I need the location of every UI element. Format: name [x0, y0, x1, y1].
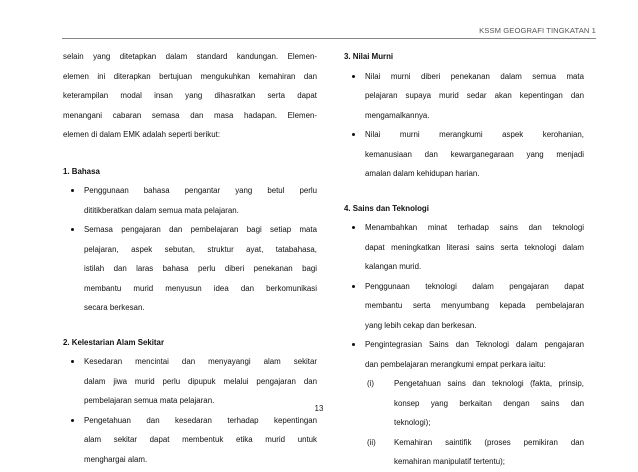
bullet-line: membantu serta menyumbang kepada pembelajaran [365, 301, 584, 310]
bullet-line: kalangan murid. [365, 262, 422, 271]
bullet-item [344, 335, 584, 374]
section-sains-teknologi [344, 199, 584, 472]
bullet-line: mengamalkannya. [365, 110, 430, 120]
bullet-line: pembelajaran semua mata pelajaran. [84, 396, 215, 405]
intro-line: elemen di dalam EMK adalah seperti berikut: [63, 130, 221, 139]
bullet-item [63, 220, 317, 318]
bullet-line: Penggunaan bahasa pengantar yang betul perlu [84, 186, 317, 195]
bullet-line: menghargai alam. [84, 454, 148, 464]
header-rule [62, 38, 596, 39]
bullet-line: pelajaran supaya murid sedar akan kepentingan dan [365, 91, 584, 100]
intro-paragraph [63, 47, 317, 145]
intro-line: selain yang ditetapkan dalam standard kandungan. Elemen- [63, 52, 317, 61]
section-heading: 2. Kelestarian Alam Sekitar [63, 337, 165, 347]
bullet-list [344, 218, 584, 374]
bullet-item [63, 181, 317, 220]
section-heading: 1. Bahasa [63, 166, 100, 176]
bullet-line: Pengintegrasian Sains dan Teknologi dalam pengajaran [365, 340, 584, 349]
section-nilai-murni [344, 47, 584, 184]
roman-line: Pengetahuan sains dan teknologi (fakta, prinsip, [394, 379, 584, 388]
bullet-line: dapat meningkatkan literasi sains serta teknologi dalam [365, 242, 584, 252]
roman-line: konsep yang berkaitan dengan sains dan [394, 398, 584, 408]
bullet-item [63, 352, 317, 411]
bullet-line: Penggunaan teknologi dalam pengajaran dapat [365, 281, 584, 291]
bullet-line: membantu murid menyusun idea dan berkomunikasi [84, 283, 317, 293]
bullet-line: Nilai murni diberi penekanan dalam semua mata [365, 71, 584, 81]
roman-list [344, 374, 584, 472]
bullet-line: secara berkesan. [84, 303, 145, 312]
bullet-item [63, 411, 317, 470]
bullet-line: pelajaran, aspek sebutan, struktur ayat, tatabahasa, [84, 244, 317, 254]
roman-marker: (i) [367, 379, 375, 388]
bullet-line: kemanusiaan dan kewarganegaraan yang menjadi [365, 149, 584, 159]
bullet-line: Pengetahuan dan kesedaran terhadap kepentingan [84, 415, 317, 425]
intro-line: keterampilan modal insan yang dihasratkan serta dapat [63, 91, 317, 100]
roman-line: kemahiran manipulatif tertentu); [394, 457, 505, 466]
header-title: KSSM GEOGRAFI TINGKATAN 1 [479, 26, 596, 35]
bullet-line: amalan dalam kehidupan harian. [365, 169, 480, 178]
bullet-line: dalam jiwa murid perlu dipupuk melalui pengajaran dan [84, 376, 317, 386]
bullet-line: Kesedaran mencintai dan menyayangi alam sekitar [84, 357, 317, 366]
roman-marker: (ii) [367, 437, 376, 447]
bullet-line: yang lebih cekap dan berkesan. [365, 320, 477, 330]
page-header [332, 26, 596, 35]
bullet-item [344, 125, 584, 184]
roman-line: Kemahiran saintifik (proses pemikiran dan [394, 437, 584, 447]
section-heading: 3. Nilai Murni [344, 52, 394, 61]
roman-line: teknologi); [394, 418, 431, 427]
bullet-list [344, 67, 584, 184]
bullet-line: istilah dan laras bahasa perlu diberi penekanan bagi [84, 264, 317, 273]
bullet-line: Semasa pengajaran dan pembelajaran bagi setiap mata [84, 225, 317, 234]
section-heading: 4. Sains dan Teknologi [344, 203, 429, 213]
bullet-line: alam sekitar dapat membentuk etika murid untuk [84, 435, 317, 444]
intro-line: menangani cabaran semasa dan masa hadapan. Elemen- [63, 110, 317, 120]
bullet-line: dan pembelajaran merangkumi empat perkara iaitu: [365, 359, 546, 369]
intro-line: elemen ini diterapkan bertujuan mengukuhkan kemahiran dan [63, 71, 317, 81]
bullet-item [344, 277, 584, 336]
bullet-line: Nilai murni merangkumi aspek kerohanian, [365, 130, 584, 139]
bullet-item [344, 218, 584, 277]
roman-item [344, 433, 584, 472]
section-kelestarian [63, 333, 317, 470]
page-number: 13 [314, 404, 324, 413]
bullet-list [63, 181, 317, 318]
bullet-item [344, 67, 584, 126]
section-bahasa [63, 162, 317, 318]
bullet-line: dititikberatkan dalam semua mata pelajaran. [84, 205, 239, 215]
bullet-line: Menambahkan minat terhadap sains dan teknologi [365, 223, 584, 232]
